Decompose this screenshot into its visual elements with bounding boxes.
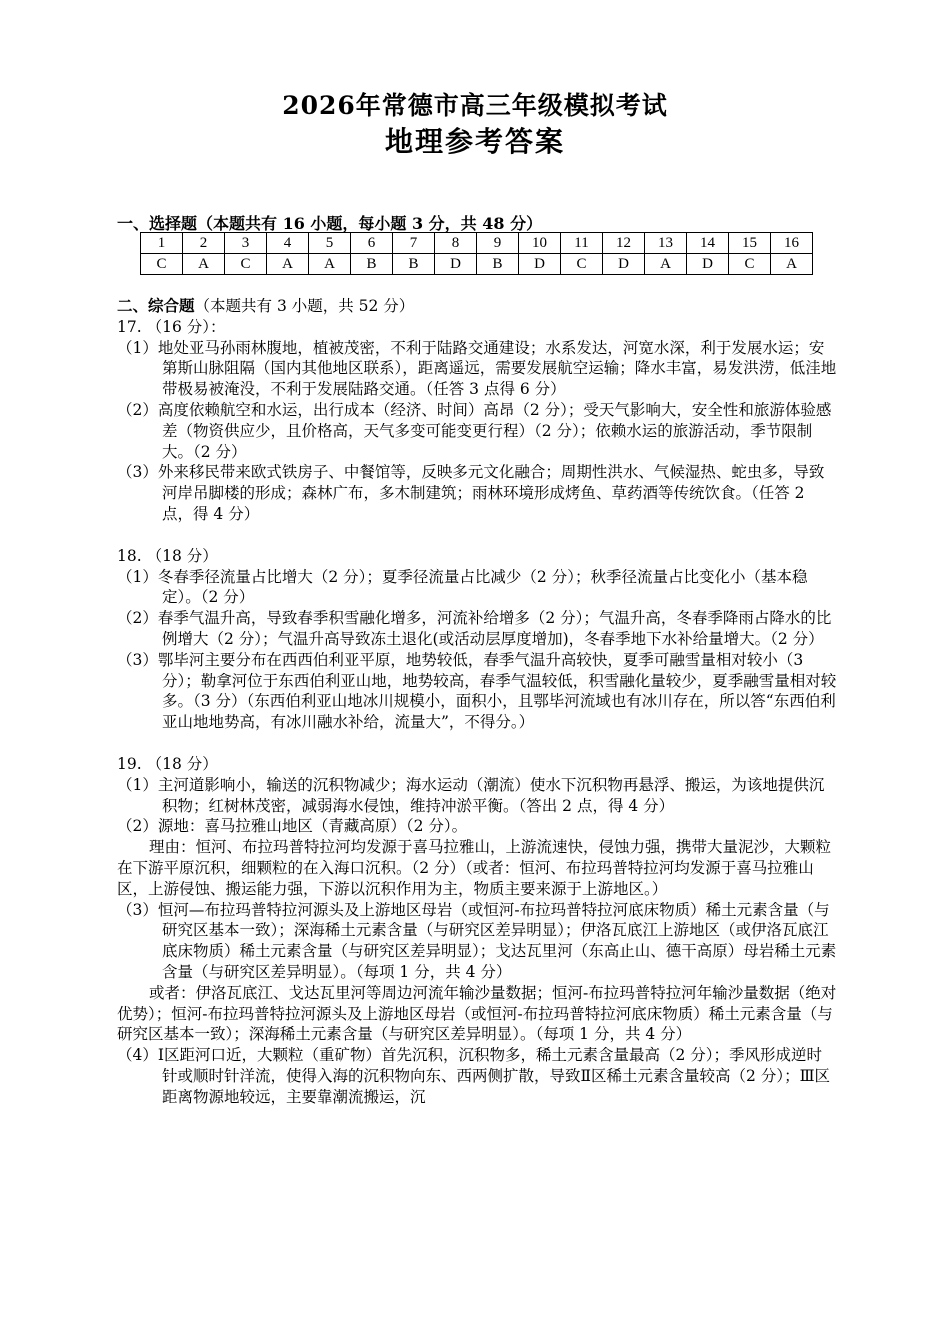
answer-cell: A: [645, 254, 687, 275]
choice-answer-table: [140, 232, 813, 275]
q17-answer-3: （3）外来移民带来欧式铁房子、中餐馆等，反映多元文化融合；周期性洪水、气候湿热、蛇虫多，导致河岸吊脚楼的形成；森林广布，多木制建筑；雨林环境形成烤鱼、草药酒等传统饮食。（任答 2 点，得 4 分）: [117, 463, 825, 523]
answer-cell: D: [435, 254, 477, 275]
q17-answer-2: （2）高度依赖航空和水运，出行成本（经济、时间）高昂（2 分）；受天气影响大，安全性和旅游体验感差（物资供应少，且价格高，天气多变可能变更行程）（2 分）；依赖水运的旅游活动，季节限制大。（2 分）: [117, 400, 832, 461]
question-number-cell: 14: [687, 233, 729, 254]
question-number-cell: 6: [351, 233, 393, 254]
answer-cell: C: [729, 254, 771, 275]
question-number-cell: 8: [435, 233, 477, 254]
question-number-cell: 4: [267, 233, 309, 254]
question-number-cell: 2: [183, 233, 225, 254]
q19-answer-2-reason: 理由：恒河、布拉玛普特拉河均发源于喜马拉雅山，上游流速快，侵蚀力强，携带大量泥沙，大颗粒在下游平原沉积，细颗粒的在入海口沉积。（2 分）（或者：恒河、布拉玛普特拉河均发源于喜马拉雅山区，上游侵蚀、搬运能力强，下游以沉积作用为主，物质主要来源于上游地区。）: [117, 838, 832, 898]
answer-letter-row: [141, 254, 813, 275]
q19-answer-2: （2）源地：喜马拉雅山地区（青藏高原）（2 分）。: [117, 817, 468, 836]
answer-cell: D: [603, 254, 645, 275]
question-number-cell: 3: [225, 233, 267, 254]
comprehensive-answers: [117, 296, 837, 1107]
spacer: [117, 525, 837, 546]
question-number-row: [141, 233, 813, 254]
section-comprehensive-note: （本题共有 3 小题，共 52 分）: [194, 297, 415, 315]
q18-answer-1: （1）冬春季径流量占比增大（2 分）；夏季径流量占比减少（2 分）；秋季径流量占比变化小（基本稳定）。（2 分）: [117, 567, 808, 607]
question-number-cell: 1: [141, 233, 183, 254]
q19-answer-1: （1）主河道影响小，输送的沉积物减少；海水运动（潮流）使水下沉积物再悬浮、搬运，为该地提供沉积物；红树林茂密，减弱海水侵蚀，维持冲淤平衡。（答出 2 点，得 4 分）: [117, 775, 825, 815]
answer-cell: D: [687, 254, 729, 275]
question-number-cell: 16: [771, 233, 813, 254]
section-comprehensive-title: 二、综合题: [117, 296, 195, 315]
answer-cell: B: [351, 254, 393, 275]
answer-cell: B: [477, 254, 519, 275]
section-comprehensive-heading: [117, 296, 837, 317]
question-number-cell: 12: [603, 233, 645, 254]
question-number-cell: 5: [309, 233, 351, 254]
q19-answer-3-alternative: 或者：伊洛瓦底江、戈达瓦里河等周边河流年输沙量数据；恒河-布拉玛普特拉河年输沙量数据（绝对优势）；恒河-布拉玛普特拉河源头及上游地区母岩（或恒河-布拉玛普特拉河底床物质）稀土元素含量（与研究区基本一致）；深海稀土元素含量（与研究区差异明显）。（每项 1 分，共 4 分）: [117, 983, 837, 1044]
answer-cell: C: [141, 254, 183, 275]
q19-heading: 19. （18 分）: [117, 754, 218, 773]
q18-answer-3: （3）鄂毕河主要分布在西西伯利亚平原，地势较低，春季气温升高较快，夏季可融雪量相对较小（3 分）；勒拿河位于东西伯利亚山地，地势较高，春季气温较低，积雪融化量较少，夏季融雪量相对较多。（3 分）（东西伯利亚山地冰川规模小，面积小，且鄂毕河流域也有冰川存在，所以答“东西伯利亚山地地势高，有冰川融水补给，流量大”，不得分。）: [117, 650, 837, 732]
question-number-cell: 10: [519, 233, 561, 254]
q18-answer-2: （2）春季气温升高，导致春季积雪融化增多，河流补给增多（2 分）；气温升高，冬春季降雨占降水的比例增大（2 分）；气温升高导致冻土退化(或活动层厚度增加)，冬春季地下水补给量增大。（2 分）: [117, 609, 832, 648]
answer-cell: C: [225, 254, 267, 275]
section-choice-heading: 一、选择题（本题共有 16 小题，每小题 3 分，共 48 分）: [117, 214, 543, 233]
answer-cell: A: [309, 254, 351, 275]
question-number-cell: 13: [645, 233, 687, 254]
exam-title: 2026年常德市高三年级模拟考试: [282, 91, 668, 120]
question-number-cell: 11: [561, 233, 603, 254]
q17-answer-1: （1）地处亚马孙雨林腹地，植被茂密，不利于陆路交通建设；水系发达，河宽水深，利于发展水运；安第斯山脉阻隔（国内其他地区联系），距离遥远，需要发展航空运输；降水丰富，易发洪涝，低洼地带极易被淹没，不利于发展陆路交通。（任答 3 点得 6 分）: [117, 338, 837, 399]
question-number-cell: 9: [477, 233, 519, 254]
answer-cell: A: [267, 254, 309, 275]
answer-cell: A: [771, 254, 813, 275]
answer-cell: A: [183, 254, 225, 275]
q17-heading: 17. （16 分）：: [117, 317, 226, 336]
answer-cell: C: [561, 254, 603, 275]
answer-key-title: 地理参考答案: [384, 125, 565, 158]
q19-answer-4: （4）Ⅰ区距河口近，大颗粒（重矿物）首先沉积，沉积物多，稀土元素含量最高（2 分）；季风形成逆时针或顺时针洋流，使得入海的沉积物向东、西两侧扩散，导致Ⅱ区稀土元素含量较高（2 分）；Ⅲ区距离物源地较远，主要靠潮流搬运，沉: [117, 1046, 831, 1106]
question-number-cell: 7: [393, 233, 435, 254]
spacer: [117, 733, 837, 754]
question-number-cell: 15: [729, 233, 771, 254]
answer-cell: B: [393, 254, 435, 275]
q19-answer-3: （3）恒河—布拉玛普特拉河源头及上游地区母岩（或恒河-布拉玛普特拉河底床物质）稀土元素含量（与研究区基本一致）；深海稀土元素含量（与研究区差异明显）；伊洛瓦底江上游地区（或伊洛瓦底江底床物质）稀土元素含量（与研究区差异明显）；戈达瓦里河（东高止山、德干高原）母岩稀土元素含量（与研究区差异明显）。（每项 1 分，共 4 分）: [117, 900, 837, 981]
q18-heading: 18. （18 分）: [117, 546, 218, 565]
answer-cell: D: [519, 254, 561, 275]
